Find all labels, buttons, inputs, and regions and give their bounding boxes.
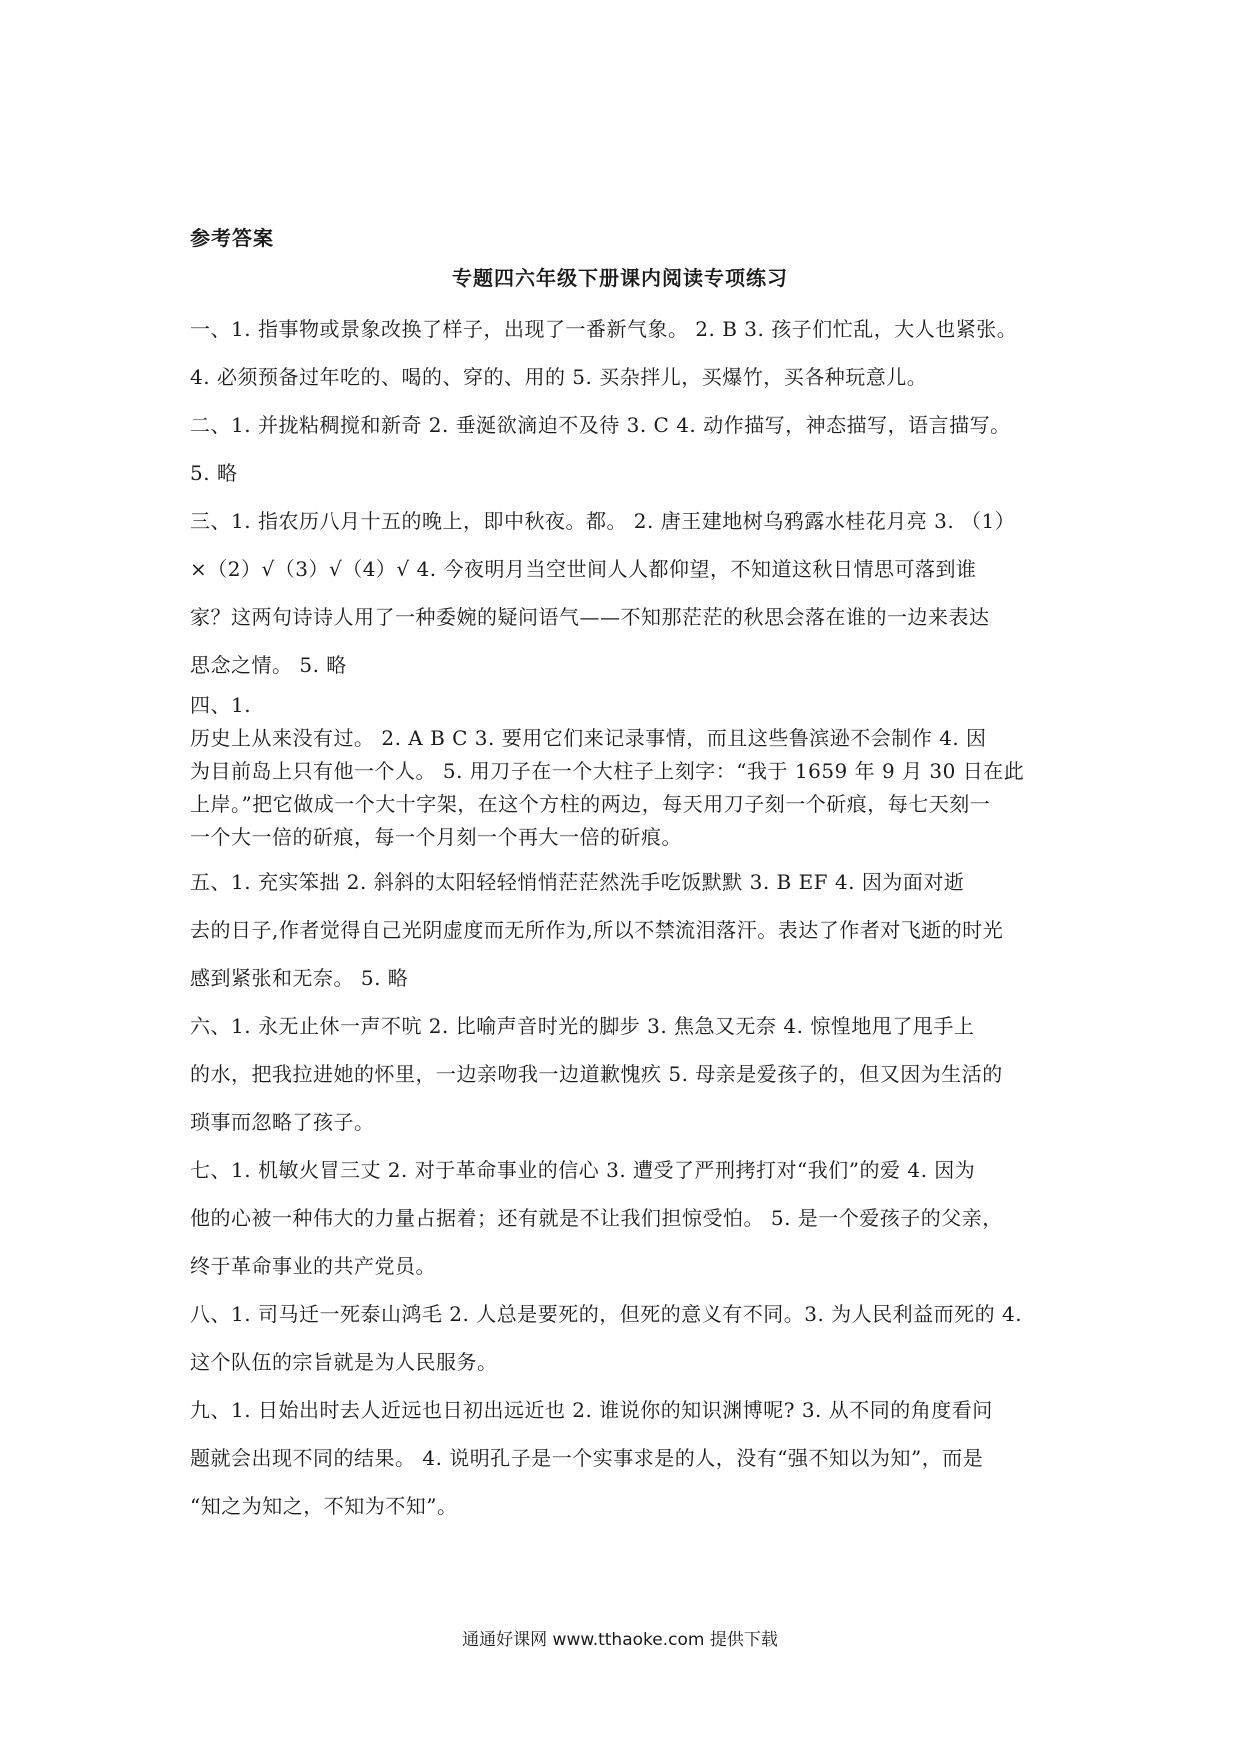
answer-line: 历史上从来没有过。 2. A B C 3. 要用它们来记录事情，而且这些鲁滨逊不会制作 4. 因 <box>190 726 987 750</box>
answer-line: 六、1. 永无止休一声不吭 2. 比喻声音时光的脚步 3. 焦急又无奈 4. 惊惶地甩了甩手上 <box>190 1014 975 1038</box>
answer-line: 上岸。”把它做成一个大十字架，在这个方柱的两边，每天用刀子刻一个斫痕，每七天刻一 <box>190 792 991 816</box>
answer-line: 一个大一倍的斫痕，每一个月刻一个再大一倍的斫痕。 <box>190 825 682 849</box>
answer-line: 七、1. 机敏火冒三丈 2. 对于革命事业的信心 3. 遭受了严刑拷打对“我们”的爱 4. 因为 <box>190 1158 976 1182</box>
answer-line: 题就会出现不同的结果。 4. 说明孔子是一个实事求是的人，没有“强不知以为知”，而是 <box>190 1446 984 1470</box>
answer-line: 三、1. 指农历八月十五的晚上，即中秋夜。都。 2. 唐王建地树乌鸦露水桂花月亮 3. （1） <box>190 509 1016 533</box>
answer-line: 八、1. 司马迁一死泰山鸿毛 2. 人总是要死的，但死的意义有不同。3. 为人民利益而死的 4. <box>190 1302 1023 1326</box>
page-title: 专题四六年级下册课内阅读专项练习 <box>452 266 788 290</box>
answer-line: 5. 略 <box>190 461 238 485</box>
answer-line: 五、1. 充实笨拙 2. 斜斜的太阳轻轻悄悄茫茫然洗手吃饭默默 3. B EF 4. 因为面对逝 <box>190 870 965 894</box>
answer-line: 家？这两句诗诗人用了一种委婉的疑问语气——不知那茫茫的秋思会落在谁的一边来表达 <box>190 605 990 629</box>
footer-credit: 通通好课网 www.tthaoke.com 提供下载 <box>462 1630 778 1650</box>
answer-line: 感到紧张和无奈。 5. 略 <box>190 966 409 990</box>
answer-content <box>190 305 1070 1530</box>
answer-line: 四、1. <box>190 693 252 717</box>
answer-line: 4. 必须预备过年吃的、喝的、穿的、用的 5. 买杂拌儿，买爆竹，买各种玩意儿。 <box>190 365 928 389</box>
answer-line: 去的日子,作者觉得自己光阴虚度而无所作为,所以不禁流泪落汗。表达了作者对飞逝的时光 <box>190 918 1004 942</box>
answer-line: 思念之情。 5. 略 <box>190 653 347 677</box>
answer-line: 的水，把我拉进她的怀里，一边亲吻我一边道歉愧疚 5. 母亲是爱孩子的，但又因为生活的 <box>190 1062 1003 1086</box>
answer-line: 一、1. 指事物或景象改换了样子，出现了一番新气象。 2. B 3. 孩子们忙乱，大人也紧张。 <box>190 317 1018 341</box>
answer-line: “知之为知之，不知为不知”。 <box>190 1494 458 1518</box>
answer-line: 终于革命事业的共产党员。 <box>190 1254 436 1278</box>
answer-line: 二、1. 并拢粘稠搅和新奇 2. 垂涎欲滴迫不及待 3. C 4. 动作描写，神态描写，语言描写。 <box>190 413 1011 437</box>
answer-line: ×（2）√（3）√（4）√ 4. 今夜明月当空世间人人都仰望，不知道这秋日情思可落到谁 <box>190 557 977 581</box>
answer-line: 琐事而忽略了孩子。 <box>190 1110 375 1134</box>
answer-line: 他的心被一种伟大的力量占据着；还有就是不让我们担惊受怕。 5. 是一个爱孩子的父亲， <box>190 1206 1003 1230</box>
answer-line: 为目前岛上只有他一个人。 5. 用刀子在一个大柱子上刻字：“我于 1659 年 9 月 30 日在此 <box>190 759 1025 783</box>
answer-line: 九、1. 日始出时去人近远也日初出远近也 2. 谁说你的知识渊博呢? 3. 从不同的角度看问 <box>190 1398 993 1422</box>
reference-answers-heading: 参考答案 <box>190 226 274 250</box>
answer-line: 这个队伍的宗旨就是为人民服务。 <box>190 1350 498 1374</box>
